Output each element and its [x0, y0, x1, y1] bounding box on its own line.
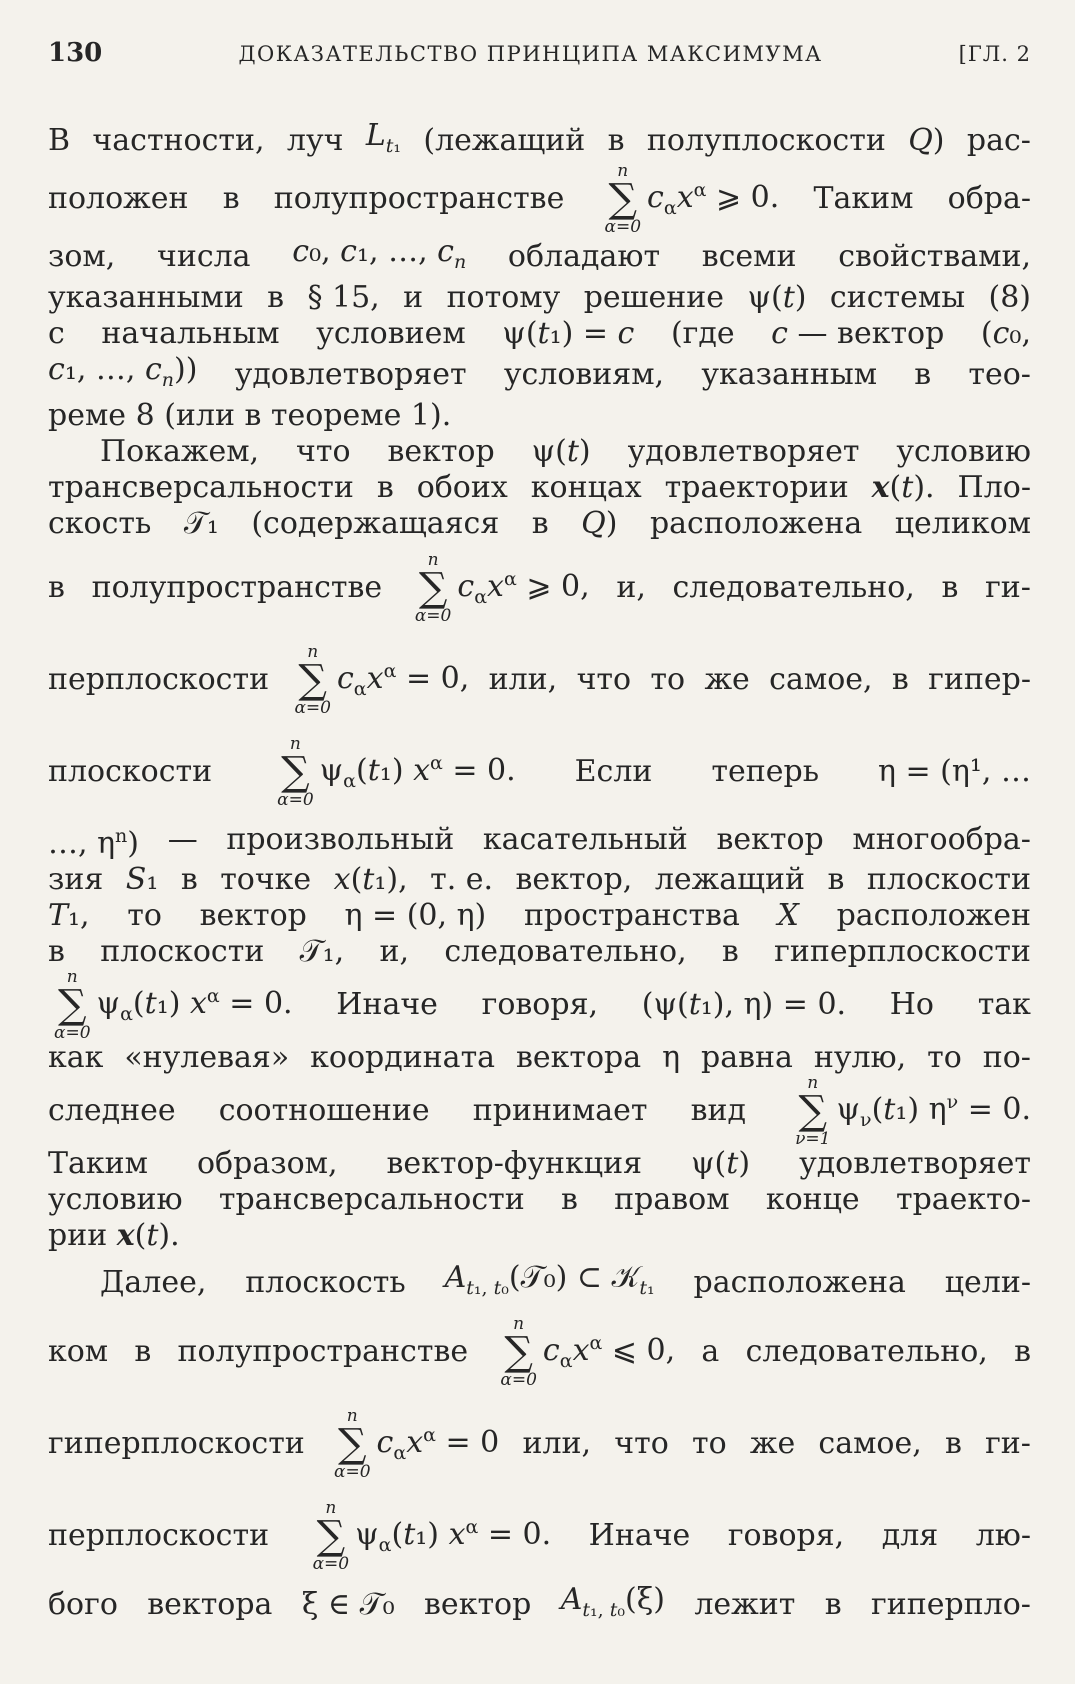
- text-line: как «нулевая» координата вектора η равна нулю, то по-: [48, 1040, 1031, 1075]
- text-line: В частности, луч $L_{t_1}$ (лежащий в полуплоскости Q) рас-: [48, 118, 1031, 158]
- chapter-title: ДОКАЗАТЕЛЬСТВО ПРИНЦИПА МАКСИМУМА: [238, 42, 823, 66]
- text-line: следнее соотношение принимает вид n ∑ ν=1 $\psi_\nu(t_1) \eta^\nu = 0$.: [48, 1073, 1031, 1149]
- text-line: в плоскости 𝒯₁, и, следовательно, в гиперплоскости: [48, 934, 1031, 969]
- text-line: …, $\eta^n$) — произвольный касательный вектор многообра-: [48, 822, 1031, 861]
- text-line: n ∑ α=0 $\psi_\alpha(t_1) x^\alpha = 0$. Иначе говоря, (ψ(t₁), η) = 0. Но так: [54, 967, 1031, 1043]
- text-line: Таким образом, вектор-функция ψ(t) удовлетворяет: [48, 1146, 1031, 1181]
- body-text: [48, 118, 1031, 1628]
- text-line: положен в полупространстве n ∑ α=0 $c_\alpha x^\alpha$ ⩾ 0. Таким обра-: [48, 161, 1031, 237]
- text-line: реме 8 (или в теореме 1).: [48, 398, 452, 433]
- text-line: плоскости n ∑ α=0 $\psi_\alpha(t_1) x^\alpha = 0$. Если теперь η = (η¹, …: [48, 734, 1031, 810]
- text-line: скость 𝒯₁ (содержащаяся в Q) расположена целиком: [48, 506, 1031, 541]
- running-head: [48, 38, 1031, 68]
- text-line: бого вектора ξ ∈ 𝒯₀ вектор $A_{t_1, t_0}(\xi)$ лежит в гиперпло-: [48, 1582, 1031, 1622]
- page-number: 130: [48, 38, 103, 68]
- text-line: T₁, то вектор η = (0, η) пространства X расположен: [48, 898, 1031, 933]
- text-line: с начальным условием ψ(t₁) = c (где c — вектор (c₀,: [48, 316, 1031, 351]
- text-line: трансверсальности в обоих концах траектории x(t). Пло-: [48, 470, 1031, 505]
- text-line: зия S₁ в точке x(t₁), т. е. вектор, лежащий в плоскости: [48, 862, 1031, 897]
- text-line: рии x(t).: [48, 1218, 180, 1253]
- text-line: в полупространстве n ∑ α=0 $c_\alpha x^\alpha$ ⩾ 0, и, следовательно, в ги-: [48, 550, 1031, 626]
- text-line: перплоскости n ∑ α=0 $\psi_\alpha(t_1) x^\alpha = 0$. Иначе говоря, для лю-: [48, 1498, 1031, 1574]
- text-line: указанными в § 15, и потому решение ψ(t) системы (8): [48, 280, 1031, 315]
- chapter-number: [ГЛ. 2: [958, 42, 1031, 66]
- text-line: ком в полупространстве n ∑ α=0 $c_\alpha x^\alpha$ ⩽ 0, а следовательно, в: [48, 1314, 1031, 1390]
- text-line: Покажем, что вектор ψ(t) удовлетворяет условию: [100, 434, 1031, 469]
- text-line: Далее, плоскость $A_{t_1, t_0}(𝒯_0)$ ⊂ 𝒦$_{t_1}$ расположена цели-: [100, 1260, 1031, 1300]
- text-line: зом, числа c₀, c₁, …, $c_n$ обладают всеми свойствами,: [48, 234, 1031, 274]
- text-line: c₁, …, $c_n$)) удовлетворяет условиям, указанным в тео-: [48, 352, 1031, 392]
- text-line: условию трансверсальности в правом конце траекто-: [48, 1182, 1031, 1217]
- text-line: перплоскости n ∑ α=0 $c_\alpha x^\alpha = 0$, или, что то же самое, в гипер-: [48, 642, 1031, 718]
- text-line: гиперплоскости n ∑ α=0 $c_\alpha x^\alpha = 0$ или, что то же самое, в ги-: [48, 1406, 1031, 1482]
